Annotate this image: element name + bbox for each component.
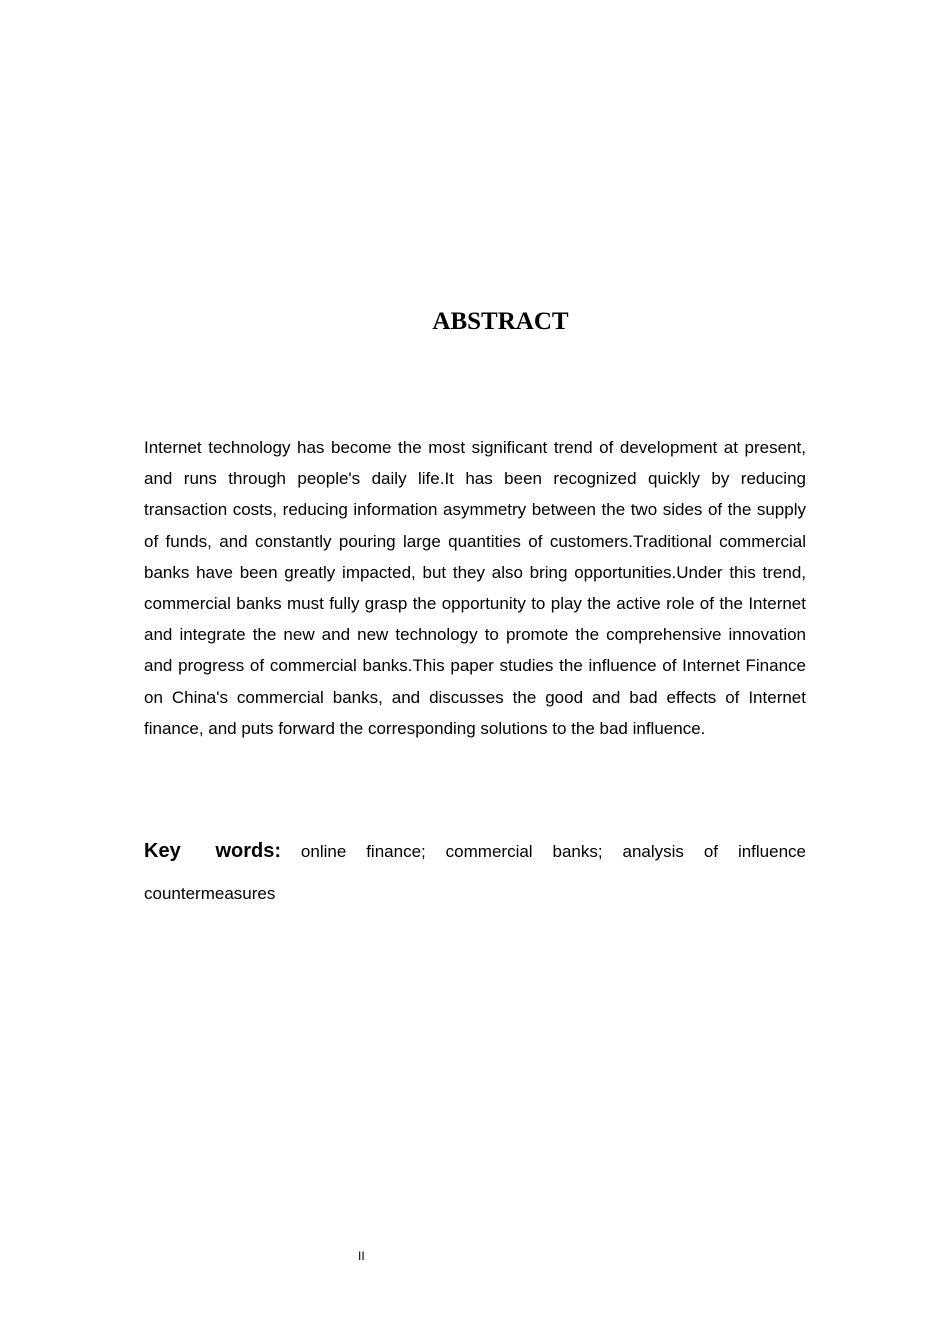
keywords-label: Key words: bbox=[144, 840, 281, 862]
keywords-text: online finance; commercial banks; analysis of influence countermeasures bbox=[144, 842, 806, 903]
keywords-paragraph bbox=[144, 830, 806, 915]
page-number: II bbox=[358, 1249, 365, 1263]
abstract-title: ABSTRACT bbox=[432, 308, 569, 335]
abstract-body: Internet technology has become the most significant trend of development at present, and runs through people's daily life.It has been recognized quickly by reducing transaction costs, reducing information asymmetry between the two sides of the supply of funds, and constantly pouring large quantities of customers.Traditional commercial banks have been greatly impacted, but they also bring opportunities.Under this trend, commercial banks must fully grasp the opportunity to play the active role of the Internet and integrate the new and new technology to promote the comprehensive innovation and progress of commercial banks.This paper studies the influence of Internet Finance on China's commercial banks, and discusses the good and bad effects of Internet finance, and puts forward the corresponding solutions to the bad influence. bbox=[144, 438, 806, 738]
